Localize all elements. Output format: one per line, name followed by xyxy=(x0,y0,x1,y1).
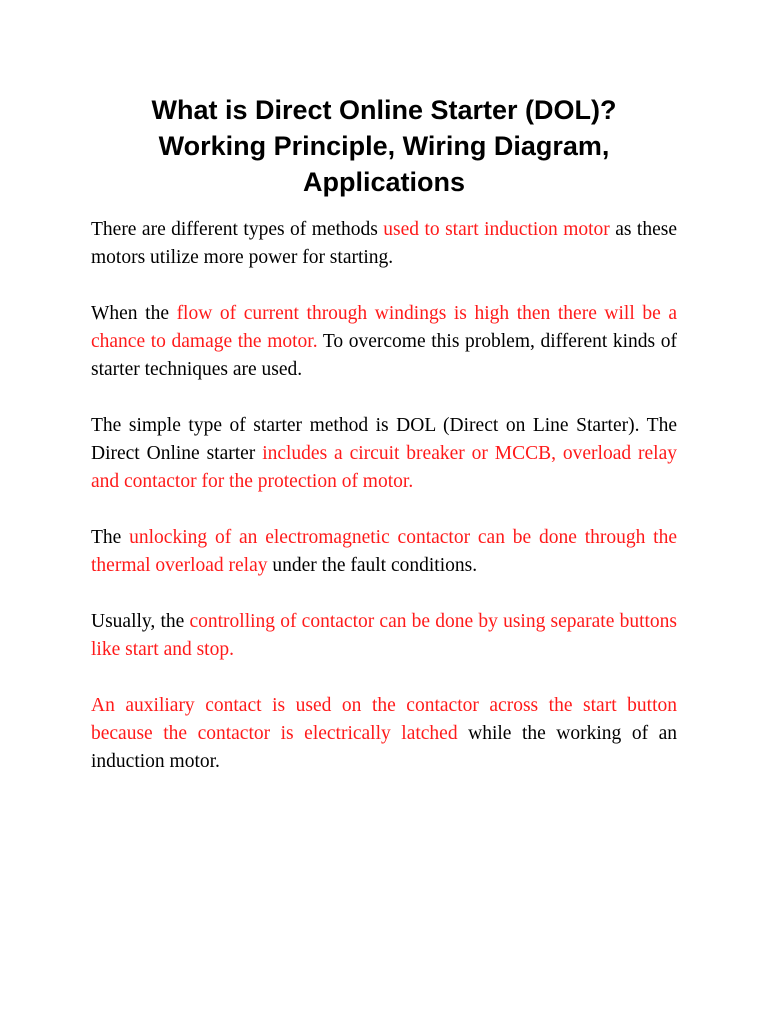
text-segment: The simple type of starter method is DOL (Direct on Line Starter). The Direct Online starter xyxy=(91,415,677,464)
text-segment: as these motors utilize more power for starting. xyxy=(91,219,677,268)
highlighted-text: unlocking of an electromagnetic contactor can be done through the thermal overload relay xyxy=(91,527,677,576)
title-line-3: Applications xyxy=(302,167,465,197)
highlighted-text: An auxiliary contact is used on the contactor across the start button because the contactor is electrically latched xyxy=(91,695,677,744)
paragraph-2 xyxy=(91,300,677,384)
text-segment: To overcome this problem, different kinds of starter techniques are used. xyxy=(91,331,677,380)
highlighted-text: controlling of contactor can be done by using separate buttons like start and stop. xyxy=(91,611,678,660)
page-title xyxy=(60,92,708,200)
title-line-2: Working Principle, Wiring Diagram, xyxy=(158,131,610,161)
article-body xyxy=(91,216,677,804)
highlighted-text: used to start induction motor xyxy=(383,219,610,240)
text-segment: There are different types of methods xyxy=(91,219,384,240)
text-segment: while the working of an induction motor. xyxy=(91,723,677,772)
text-segment: Usually, the xyxy=(91,611,190,632)
paragraph-3 xyxy=(91,412,677,496)
text-segment: The xyxy=(91,527,130,548)
highlighted-text: includes a circuit breaker or MCCB, overload relay and contactor for the protection of motor. xyxy=(91,443,677,492)
title-line-1: What is Direct Online Starter (DOL)? xyxy=(151,95,617,125)
text-segment: under the fault conditions. xyxy=(267,555,478,576)
paragraph-4 xyxy=(91,524,677,580)
paragraph-6 xyxy=(91,692,677,776)
paragraph-5 xyxy=(91,608,677,664)
paragraph-1 xyxy=(91,216,677,272)
highlighted-text: flow of current through windings is high then there will be a chance to damage the motor. xyxy=(91,303,677,352)
text-segment: When the xyxy=(91,303,177,324)
